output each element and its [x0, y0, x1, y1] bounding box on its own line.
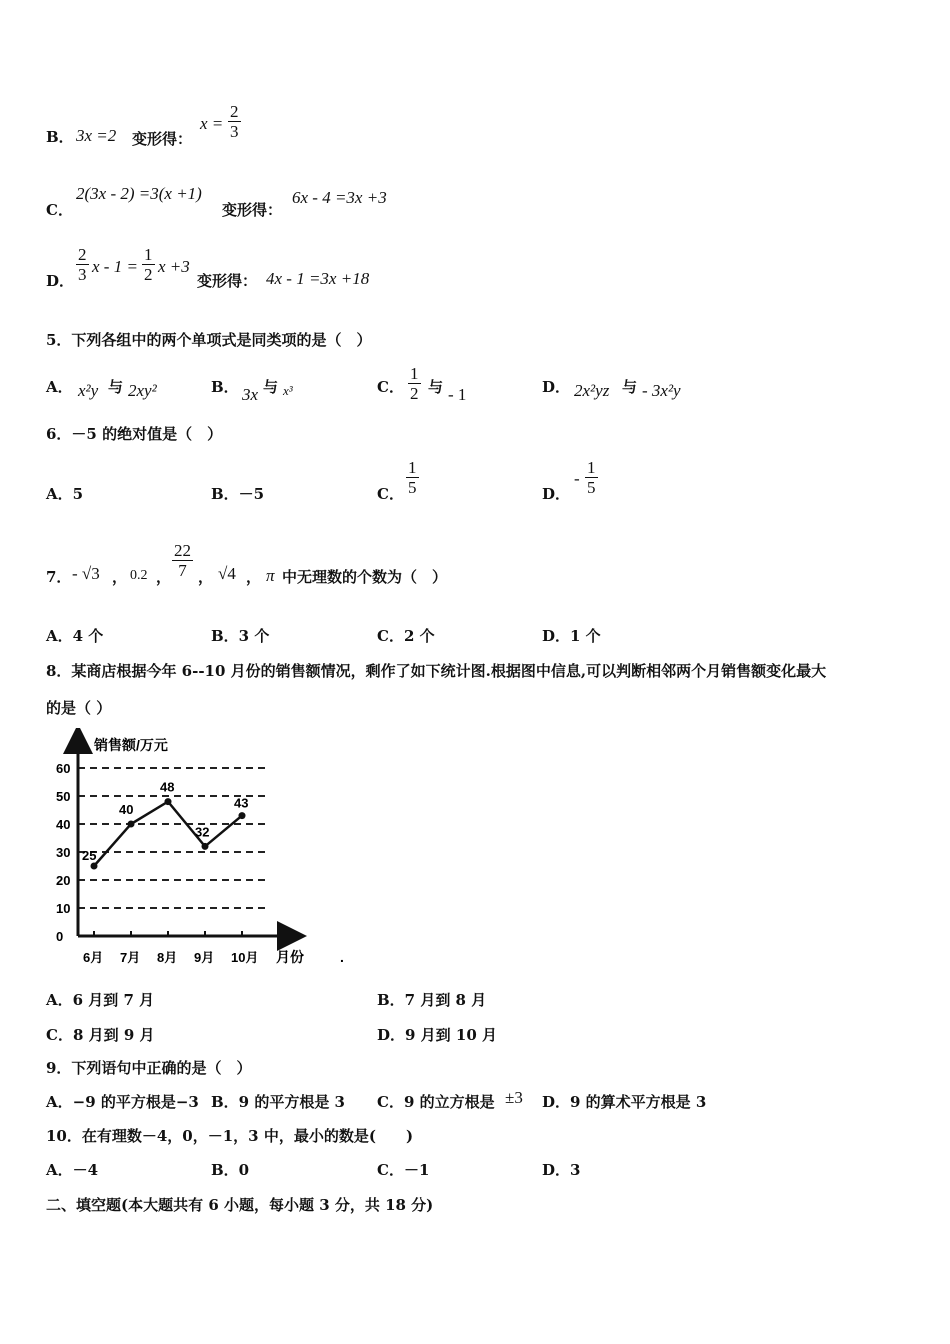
q7-term-0-2: 0.2 — [130, 568, 148, 583]
y-tick-label: 10 — [56, 901, 71, 916]
q4-option-c-equation: 2(3x - 2) =3(x +1) — [76, 184, 202, 203]
q5-option-c-connector: 与 — [428, 378, 444, 396]
q5-option-c-label: C． — [377, 378, 404, 396]
q6-option-b: B．－5 — [211, 485, 265, 503]
x-tick-label: 6月 — [83, 950, 104, 965]
q5-option-c-fraction — [408, 364, 421, 403]
q5-option-b-label: B． — [211, 378, 239, 396]
fraction-numerator: 1 — [410, 364, 419, 383]
data-point — [91, 863, 98, 870]
q7-option-a: A．4 个 — [46, 627, 104, 645]
q4-option-d-result: 4x - 1 =3x +18 — [266, 269, 370, 288]
data-point — [202, 843, 209, 850]
data-point — [128, 821, 135, 828]
x-tick-label: 9月 — [194, 950, 215, 965]
data-label: 25 — [82, 848, 97, 863]
q8-option-a: A．6 月到 7 月 — [46, 991, 155, 1009]
q4-option-d-verb: 变形得： — [197, 272, 258, 290]
q5-option-a-term-1: x²y — [78, 381, 99, 400]
fraction-denominator: 2 — [144, 265, 153, 284]
q6-stem: 6．－5 的绝对值是（ ） — [46, 425, 223, 443]
fraction-denominator: 7 — [178, 561, 187, 580]
fraction-denominator: 3 — [230, 122, 239, 141]
q5-option-b-term-2: x³ — [283, 383, 293, 398]
q4-option-b-label: B． — [46, 128, 74, 146]
q7-number: 7． — [46, 568, 72, 586]
q7-stem-tail: 中无理数的个数为（ ） — [282, 568, 448, 586]
q4-option-d-fraction-1 — [76, 245, 89, 284]
q4-option-c-label: C． — [46, 201, 73, 219]
y-tick-label: 20 — [56, 873, 71, 888]
x-tick-label: 7月 — [120, 950, 141, 965]
q5-option-a-term-2: 2xy² — [128, 381, 157, 400]
q6-option-d-fraction — [585, 458, 598, 497]
q7-option-d: D．1 个 — [542, 627, 601, 645]
q6-option-d-sign: - — [574, 469, 580, 488]
fraction-numerator: 1 — [408, 458, 417, 477]
q8-option-d: D．9 月到 10 月 — [377, 1026, 497, 1044]
q7-fraction-22-7 — [172, 541, 193, 580]
q5-option-c-term-2: - 1 — [448, 385, 467, 404]
stray-dot: . — [340, 949, 344, 965]
sales-series-line — [94, 802, 242, 866]
q6-option-c-fraction — [406, 458, 419, 497]
q10-option-a: A．－4 — [46, 1161, 99, 1179]
q5-option-a-connector: 与 — [108, 378, 124, 396]
q10-option-c: C．－1 — [377, 1161, 430, 1179]
x-tick-label: 10月 — [231, 950, 259, 965]
q5-option-d-term-2: - 3x²y — [642, 381, 681, 400]
q9-option-c: C．9 的立方根是 — [377, 1093, 495, 1111]
q4-option-d-label: D． — [46, 272, 75, 290]
q4-option-d-tail: x +3 — [158, 257, 190, 276]
q5-option-d-connector: 与 — [622, 378, 638, 396]
q8-stem-line-2: 的是（ ） — [46, 699, 112, 717]
q7-separator: ， — [198, 568, 214, 586]
q7-term-sqrt4: √4 — [218, 564, 236, 583]
fraction-numerator: 2 — [78, 245, 87, 264]
x-tick-label: 8月 — [157, 950, 178, 965]
q4-option-b-fraction — [228, 102, 241, 141]
q7-separator: ， — [246, 568, 262, 586]
q4-option-d-middle: x - 1 = — [92, 257, 138, 276]
y-tick-label: 40 — [56, 817, 71, 832]
y-tick-label: 30 — [56, 845, 71, 860]
q7-term-neg-sqrt3: - √3 — [72, 564, 100, 583]
data-label: 32 — [195, 824, 210, 840]
fraction-denominator: 3 — [78, 265, 87, 284]
q5-option-b-term-1: 3x — [242, 385, 259, 404]
q4-option-b-lhs: x = — [200, 114, 224, 133]
q8-option-c: C．8 月到 9 月 — [46, 1026, 155, 1044]
q5-option-a-label: A． — [46, 378, 73, 396]
x-axis-label: 月份 — [276, 949, 304, 965]
q4-option-c-verb: 变形得： — [222, 201, 283, 219]
q7-separator: ， — [156, 568, 172, 586]
q9-stem: 9．下列语句中正确的是（ ） — [46, 1059, 252, 1077]
sales-line-chart — [40, 728, 360, 973]
q4-option-c-result: 6x - 4 =3x +3 — [292, 188, 387, 207]
data-point — [239, 812, 246, 819]
y-tick-label: 50 — [56, 789, 71, 804]
q5-option-d-term-1: 2x²yz — [574, 381, 610, 400]
q6-option-a: A．5 — [46, 485, 84, 503]
q5-option-b-connector: 与 — [263, 378, 279, 396]
q9-option-d: D．9 的算术平方根是 3 — [542, 1093, 707, 1111]
y-tick-label: 0 — [56, 929, 64, 944]
data-point — [165, 798, 172, 805]
q9-option-a: A．−9 的平方根是−3 — [46, 1093, 199, 1111]
data-label: 43 — [234, 795, 249, 811]
q4-option-b-equation: 3x =2 — [76, 126, 117, 145]
q6-option-d-label: D． — [542, 485, 571, 503]
q5-stem: 5．下列各组中的两个单项式是同类项的是（ ） — [46, 331, 372, 349]
fraction-denominator: 5 — [408, 478, 417, 497]
fraction-numerator: 1 — [587, 458, 596, 477]
q6-option-c-label: C． — [377, 485, 404, 503]
q7-separator: ， — [112, 568, 128, 586]
q5-option-d-label: D． — [542, 378, 571, 396]
q10-option-d: D．3 — [542, 1161, 581, 1179]
q8-option-b: B．7 月到 8 月 — [377, 991, 487, 1009]
q7-option-b: B．3 个 — [211, 627, 270, 645]
fraction-denominator: 2 — [410, 384, 419, 403]
data-label: 40 — [119, 802, 134, 817]
q4-option-d-fraction-2 — [142, 245, 155, 284]
q8-stem-line-1: 8．某商店根据今年 6--10 月份的销售额情况，剩作了如下统计图.根据图中信息,可以判断相邻两个月销售额变化最大 — [46, 662, 827, 680]
q4-option-b-verb: 变形得： — [132, 130, 193, 148]
section-2-heading: 二、填空题(本大题共有 6 小题，每小题 3 分，共 18 分) — [46, 1196, 434, 1214]
y-tick-label: 60 — [56, 761, 71, 776]
fraction-numerator: 1 — [144, 245, 153, 264]
y-axis-label: 销售额/万元 — [94, 737, 168, 753]
q7-option-c: C．2 个 — [377, 627, 435, 645]
fraction-numerator: 22 — [174, 541, 191, 560]
q10-stem: 10．在有理数－4，0，－1，3 中，最小的数是( ) — [46, 1127, 414, 1145]
q9-option-c-value: ±3 — [505, 1088, 523, 1107]
fraction-numerator: 2 — [230, 102, 239, 121]
fraction-denominator: 5 — [587, 478, 596, 497]
q7-term-pi: π — [266, 566, 275, 585]
q9-option-b: B．9 的平方根是 3 — [211, 1093, 345, 1111]
data-label: 48 — [160, 779, 175, 795]
q10-option-b: B．0 — [211, 1161, 250, 1179]
